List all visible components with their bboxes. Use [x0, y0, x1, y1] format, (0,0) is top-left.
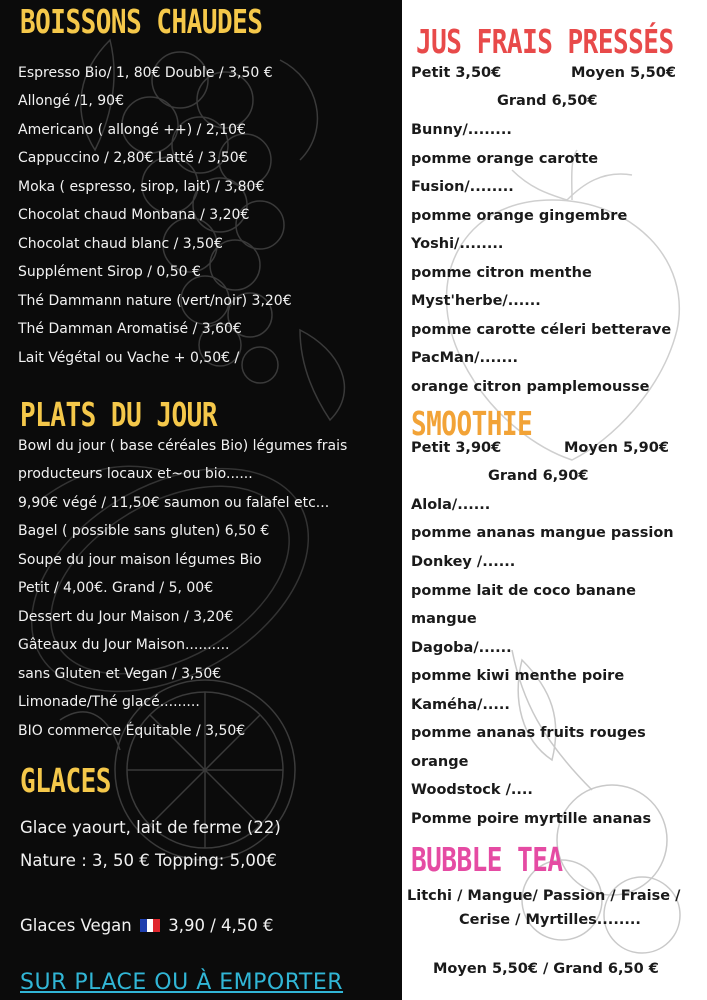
boissons-item: Chocolat chaud Monbana / 3,20€	[18, 207, 250, 223]
plats-item: BIO commerce Équitable / 3,50€	[18, 723, 246, 739]
jus-frais-title: JUS FRAIS PRESSÉS	[416, 24, 674, 62]
jus-item: pomme orange gingembre	[411, 208, 628, 224]
boissons-item: Supplément Sirop / 0,50 €	[18, 264, 201, 280]
jus-item: PacMan/.......	[411, 350, 519, 366]
smoothie-item: Dagoba/......	[411, 640, 512, 656]
glaces-vegan-line	[20, 916, 274, 935]
boissons-item: Thé Dammann nature (vert/noir) 3,20€	[18, 293, 292, 309]
boissons-item: Lait Végétal ou Vache + 0,50€ /	[18, 350, 240, 366]
smoothie-item: pomme ananas mangue passion	[411, 525, 674, 541]
smoothie-item: Donkey /......	[411, 554, 516, 570]
smoothie-grand-price: Grand 6,90€	[488, 468, 589, 484]
jus-item: orange citron pamplemousse	[411, 379, 650, 395]
smoothie-item: pomme kiwi menthe poire	[411, 668, 625, 684]
jus-item: Bunny/........	[411, 122, 512, 138]
boissons-item: Americano ( allongé ++) / 2,10€	[18, 122, 246, 138]
boissons-item: Chocolat chaud blanc / 3,50€	[18, 236, 223, 252]
boissons-item: Espresso Bio/ 1, 80€ Double / 3,50 €	[18, 65, 273, 81]
jus-item: Yoshi/........	[411, 236, 504, 252]
jus-item: Fusion/........	[411, 179, 514, 195]
boissons-item: Cappuccino / 2,80€ Latté / 3,50€	[18, 150, 248, 166]
bubble-tea-title: BUBBLE TEA	[411, 842, 563, 880]
smoothie-item: pomme lait de coco banane	[411, 583, 636, 599]
boissons-chaudes-title: BOISSONS CHAUDES	[20, 4, 263, 42]
glaces-title: GLACES	[20, 763, 111, 801]
bubble-flavors-line-1: Litchi / Mangue/ Passion / Fraise /	[407, 888, 681, 904]
plats-item: Soupe du jour maison légumes Bio	[18, 552, 262, 568]
jus-item: pomme orange carotte	[411, 151, 599, 167]
plats-item: sans Gluten et Vegan / 3,50€	[18, 666, 222, 682]
plats-du-jour-title: PLATS DU JOUR	[20, 397, 217, 435]
plats-item: Limonade/Thé glacé.........	[18, 694, 200, 710]
fig-illustration	[512, 650, 680, 953]
right-panel	[402, 0, 707, 1000]
boissons-item: Moka ( espresso, sirop, lait) / 3,80€	[18, 179, 265, 195]
smoothie-petit-price: Petit 3,90€	[411, 440, 502, 456]
plats-item: producteurs locaux et~ou bio......	[18, 466, 253, 482]
smoothie-item: mangue	[411, 611, 477, 627]
jus-item: pomme citron menthe	[411, 265, 592, 281]
plats-item: 9,90€ végé / 11,50€ saumon ou falafel etc...	[18, 495, 330, 511]
boissons-item: Thé Damman Aromatisé / 3,60€	[18, 321, 242, 337]
glaces-line-2: Nature : 3, 50 € Topping: 5,00€	[20, 851, 277, 870]
bubble-prices: Moyen 5,50€ / Grand 6,50 €	[433, 961, 659, 977]
plats-item: Dessert du Jour Maison / 3,20€	[18, 609, 234, 625]
boissons-item: Allongé /1, 90€	[18, 93, 124, 109]
glaces-vegan-prices: 3,90 / 4,50 €	[168, 916, 274, 935]
bubble-flavors-line-2: Cerise / Myrtilles........	[459, 912, 641, 928]
french-flag-icon	[140, 919, 160, 932]
plats-item: Gâteaux du Jour Maison..........	[18, 637, 230, 653]
plats-item: Petit / 4,00€. Grand / 5, 00€	[18, 580, 214, 596]
smoothie-item: pomme ananas fruits rouges	[411, 725, 646, 741]
smoothie-item: Kaméha/.....	[411, 697, 510, 713]
plats-item: Bagel ( possible sans gluten) 6,50 €	[18, 523, 270, 539]
jus-item: pomme carotte céleri betterave	[411, 322, 672, 338]
sur-place-link[interactable]: SUR PLACE OU À EMPORTER	[20, 970, 344, 995]
jus-grand-price: Grand 6,50€	[497, 93, 598, 109]
smoothie-item: Alola/......	[411, 497, 491, 513]
smoothie-title: SMOOTHIE	[411, 406, 533, 444]
glaces-vegan-label: Glaces Vegan	[20, 916, 132, 935]
smoothie-item: Woodstock /....	[411, 782, 533, 798]
jus-petit-price: Petit 3,50€	[411, 65, 502, 81]
plats-item: Bowl du jour ( base céréales Bio) légumes frais	[18, 438, 348, 454]
smoothie-item: orange	[411, 754, 469, 770]
smoothie-moyen-price: Moyen 5,90€	[564, 440, 669, 456]
smoothie-item: Pomme poire myrtille ananas	[411, 811, 652, 827]
jus-moyen-price: Moyen 5,50€	[571, 65, 676, 81]
glaces-line-1: Glace yaourt, lait de ferme (22)	[20, 818, 281, 837]
jus-item: Myst'herbe/......	[411, 293, 541, 309]
